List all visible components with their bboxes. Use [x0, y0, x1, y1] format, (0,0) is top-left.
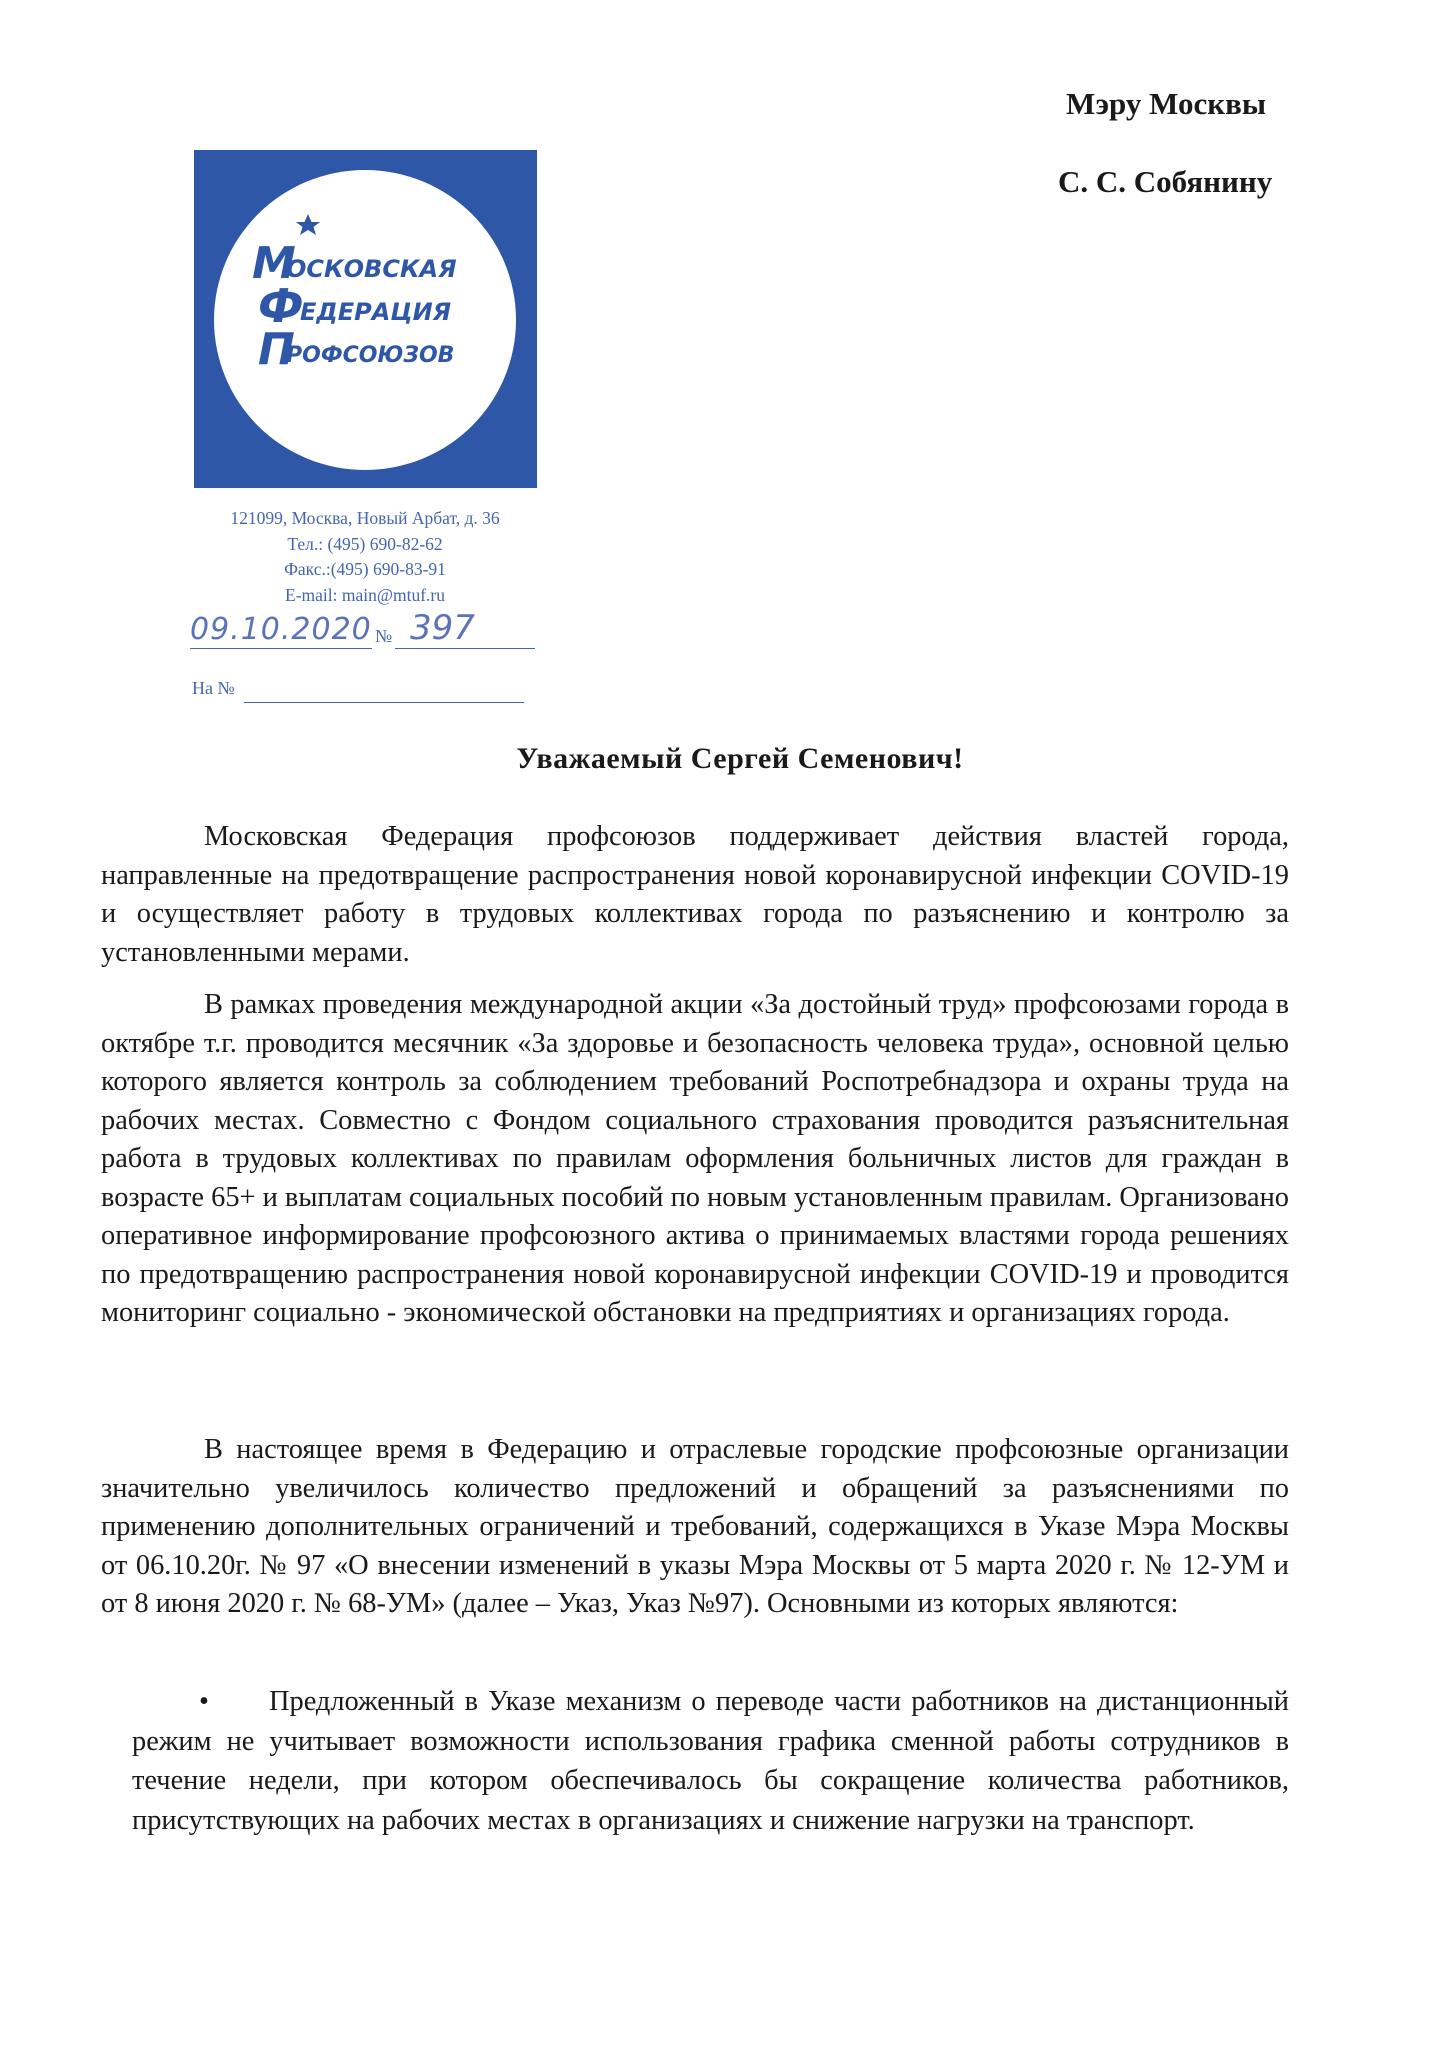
contact-phone: Тел.: (495) 690-82-62	[287, 533, 443, 554]
contact-email: E-mail: main@mtuf.ru	[285, 584, 445, 605]
addressee-name: С. С. Собянину	[1058, 164, 1273, 199]
bullet-marker-icon: •	[199, 1686, 209, 1717]
bullet-item-1	[132, 1682, 1289, 1840]
logo-letter-m: М	[252, 238, 296, 289]
reference-line	[192, 678, 235, 699]
registration-number: 397	[410, 608, 475, 648]
paragraph-1	[101, 818, 1289, 972]
registration-line	[190, 608, 535, 652]
number-underline	[395, 648, 535, 649]
paragraph-2	[101, 986, 1289, 1333]
registration-number-label: №	[375, 626, 393, 646]
logo-emblem	[194, 150, 537, 488]
logo-word-3: РОФСОЮЗОВ	[286, 343, 455, 368]
bullet-text: Предложенный в Указе механизм о переводе части работников на дистанционный режим не учитывает возможности использования графика сменной работы сотрудников в течение недели, при котором обеспечивалось бы сокращение количества работников, присутствующих на рабочих местах в организациях и снижение нагрузки на транспорт.	[132, 1686, 1289, 1836]
addressee-title: Мэру Москвы	[1066, 86, 1267, 121]
organization-logo	[194, 150, 537, 488]
logo-letter-p: П	[258, 324, 295, 375]
date-underline	[190, 648, 372, 649]
logo-word-1: ОСКОВСКАЯ	[286, 255, 457, 283]
contact-fax: Факс.:(495) 690-83-91	[284, 559, 446, 579]
contact-address: 121099, Москва, Новый Арбат, д. 36	[230, 508, 500, 528]
logo-letter-f: Ф	[258, 279, 304, 333]
paragraph-3	[101, 1431, 1289, 1624]
star-icon	[296, 214, 320, 235]
paragraph-text: В настоящее время в Федерацию и отраслевые городские профсоюзные организации значительно увеличилось количество предложений и обращений за разъяснениями по применению дополнительных ограничений и требований, содержащихся в Указе Мэра Москвы от 06.10.20г. № 97 «О внесении изменений в указы Мэра Москвы от 5 марта 2020 г. № 12-УМ и от 8 июня 2020 г. № 68-УМ» (далее – Указ, Указ №97). Основными из которых являются:	[101, 1434, 1289, 1619]
logo-word-2: ЕДЕРАЦИЯ	[300, 298, 452, 326]
paragraph-text: Московская Федерация профсоюзов поддерживает действия властей города, направленные на предотвращение распространения новой коронавирусной инфекции COVID-19 и осуществляет работу в трудовых коллективах города по разъяснению и контролю за установленными мерами.	[101, 821, 1289, 968]
paragraph-text: В рамках проведения международной акции «За достойный труд» профсоюзами города в октябре т.г. проводится месячник «За здоровье и безопасность человека труда», основной целью которого является контроль за соблюдением требований Роспотребнадзора и охраны труда на рабочих местах. Совместно с Фондом социального страхования проводится разъяснительная работа в трудовых коллективах по правилам оформления больничных листов для граждан в возрасте 65+ и выплатам социальных пособий по новым установленным правилам. Организовано оперативное информирование профсоюзного актива о принимаемых властями города решениях по предотвращению распространения новой коронавирусной инфекции COVID-19 и проводится мониторинг социально - экономической обстановки на предприятиях и организациях города.	[101, 989, 1289, 1328]
salutation: Уважаемый Сергей Семенович!	[516, 742, 964, 775]
contacts-block	[190, 506, 540, 608]
registration-date: 09.10.2020	[190, 612, 372, 647]
reference-label: На №	[192, 678, 235, 698]
reference-underline	[244, 702, 524, 703]
